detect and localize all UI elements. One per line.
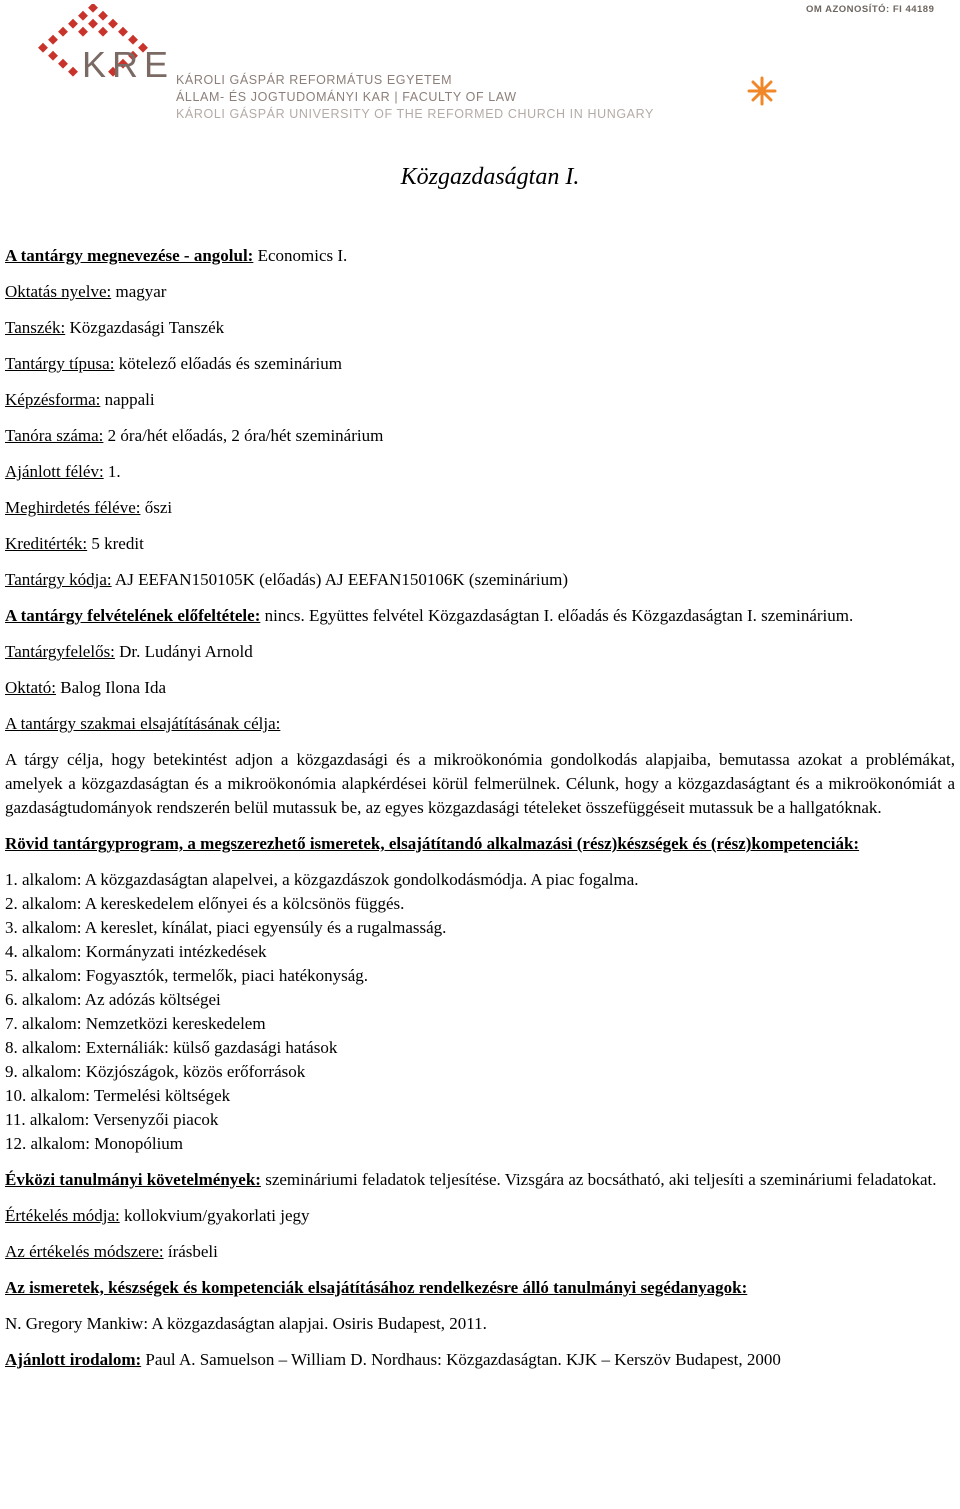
field-value: Economics I. bbox=[253, 246, 348, 265]
field-value: Közgazdasági Tanszék bbox=[65, 318, 225, 337]
institution-name: KÁROLI GÁSPÁR REFORMÁTUS EGYETEM bbox=[176, 73, 453, 87]
assessment-method bbox=[5, 1240, 955, 1264]
field-label: A tantárgy felvételének előfeltétele: bbox=[5, 606, 261, 625]
field-label: Képzésforma: bbox=[5, 390, 101, 409]
logo-text: KRE bbox=[82, 44, 175, 85]
section-value: szemináriumi feladatok teljesítése. Vizsgára az bocsátható, aki teljesíti a szemináriumi feladatokat. bbox=[260, 1170, 937, 1189]
document-header bbox=[0, 0, 960, 140]
faculty-name: ÁLLAM- ÉS JOGTUDOMÁNYI KAR | FACULTY OF LAW bbox=[176, 90, 517, 104]
field-label: Kreditérték: bbox=[5, 534, 88, 553]
course-description bbox=[5, 244, 955, 1372]
field-value: nappali bbox=[100, 390, 155, 409]
field-value: 2 óra/hét előadás, 2 óra/hét szeminárium bbox=[103, 426, 384, 445]
goal-text: A tárgy célja, hogy betekintést adjon a közgazdasági és a mikroökonómia gondolkodás alapjaiba, bemutassa azokat a problémákat, amelyek a közgazdaságtan és a mikroökonómia alapkérdései körül felmerülnek. Célunk, hogy a közgazdaságtant és a mikroökonómiát a gazdaságtudományok rendszerén belül mutassuk be, az egyes közgazdasági tételeket összefüggéseit mutassuk be a hallgatóknak. bbox=[5, 750, 955, 817]
field-value: 1. bbox=[103, 462, 121, 481]
program-heading bbox=[5, 832, 955, 856]
field-announced bbox=[5, 496, 955, 520]
field-label: Tanszék: bbox=[5, 318, 66, 337]
field-value: AJ EEFAN150105K (előadás) AJ EEFAN150106K (szeminárium) bbox=[111, 570, 569, 589]
field-code bbox=[5, 568, 955, 592]
program-item: 5. alkalom: Fogyasztók, termelők, piaci hatékonyság. bbox=[5, 966, 369, 985]
requirements bbox=[5, 1168, 955, 1192]
field-english-name bbox=[5, 244, 955, 268]
field-prereq bbox=[5, 604, 955, 628]
program-item: 7. alkalom: Nemzetközi kereskedelem bbox=[5, 1014, 266, 1033]
institution-english-name: KÁROLI GÁSPÁR UNIVERSITY OF THE REFORMED CHURCH IN HUNGARY bbox=[176, 107, 654, 121]
section-label: Ajánlott irodalom: bbox=[5, 1350, 142, 1369]
field-value: nincs. Együttes felvétel Közgazdaságtan I. előadás és Közgazdaságtan I. szeminárium. bbox=[260, 606, 854, 625]
field-value: magyar bbox=[111, 282, 167, 301]
program-item: 3. alkalom: A kereslet, kínálat, piaci egyensúly és a rugalmasság. bbox=[5, 918, 447, 937]
star-icon bbox=[747, 76, 777, 106]
field-label: Tantárgy típusa: bbox=[5, 354, 115, 373]
field-lecturer bbox=[5, 676, 955, 700]
field-label: Tantárgyfelelős: bbox=[5, 642, 115, 661]
goal-heading bbox=[5, 712, 955, 736]
field-label: A tantárgy megnevezése - angolul: bbox=[5, 246, 254, 265]
program-item: 2. alkalom: A kereskedelem előnyei és a kölcsönös függés. bbox=[5, 894, 405, 913]
field-training bbox=[5, 388, 955, 412]
field-label: Oktatás nyelve: bbox=[5, 282, 112, 301]
section-label: Értékelés módja: bbox=[5, 1206, 120, 1225]
field-value: őszi bbox=[140, 498, 173, 517]
field-value: 5 kredit bbox=[87, 534, 144, 553]
field-label: Tanóra száma: bbox=[5, 426, 104, 445]
field-value: Balog Ilona Ida bbox=[56, 678, 166, 697]
section-value: kollokvium/gyakorlati jegy bbox=[119, 1206, 310, 1225]
field-semester bbox=[5, 460, 955, 484]
materials-heading bbox=[5, 1276, 955, 1300]
program-item: 9. alkalom: Közjószágok, közös erőforrások bbox=[5, 1062, 306, 1081]
field-credit bbox=[5, 532, 955, 556]
program-item: 6. alkalom: Az adózás költségei bbox=[5, 990, 221, 1009]
program-list bbox=[5, 868, 955, 1156]
field-type bbox=[5, 352, 955, 376]
section-value: Paul A. Samuelson – William D. Nordhaus: Közgazdaságtan. KJK – Kerszöv Budapest, 2000 bbox=[141, 1350, 781, 1369]
program-item: 12. alkalom: Monopólium bbox=[5, 1134, 184, 1153]
program-item: 11. alkalom: Versenyzői piacok bbox=[5, 1110, 219, 1129]
section-label: Az értékelés módszere: bbox=[5, 1242, 164, 1261]
field-hours bbox=[5, 424, 955, 448]
program-item: 4. alkalom: Kormányzati intézkedések bbox=[5, 942, 267, 961]
program-item: 8. alkalom: Externáliák: külső gazdasági hatások bbox=[5, 1038, 338, 1057]
section-label: Rövid tantárgyprogram, a megszerezhető ismeretek, elsajátítandó alkalmazási (rész)készségek és (rész)kompetenciák: bbox=[5, 834, 860, 853]
section-label: A tantárgy szakmai elsajátításának célja: bbox=[5, 714, 281, 733]
field-value: Dr. Ludányi Arnold bbox=[114, 642, 253, 661]
om-identifier: OM AZONOSÍTÓ: FI 44189 bbox=[806, 4, 935, 15]
program-item: 1. alkalom: A közgazdaságtan alapelvei, a közgazdászok gondolkodásmódja. A piac fogalma. bbox=[5, 870, 639, 889]
section-label: Évközi tanulmányi követelmények: bbox=[5, 1170, 261, 1189]
field-label: Ajánlott félév: bbox=[5, 462, 104, 481]
field-language bbox=[5, 280, 955, 304]
field-department bbox=[5, 316, 955, 340]
section-label: Az ismeretek, készségek és kompetenciák elsajátításához rendelkezésre álló tanulmányi segédanyagok: bbox=[5, 1278, 748, 1297]
field-value: kötelező előadás és szeminárium bbox=[114, 354, 342, 373]
recommended-reading bbox=[5, 1348, 955, 1372]
section-value: írásbeli bbox=[163, 1242, 218, 1261]
page-title: Közgazdaságtan I. bbox=[400, 164, 580, 190]
field-label: Meghirdetés féléve: bbox=[5, 498, 141, 517]
program-item: 10. alkalom: Termelési költségek bbox=[5, 1086, 231, 1105]
field-responsible bbox=[5, 640, 955, 664]
materials-value: N. Gregory Mankiw: A közgazdaságtan alapjai. Osiris Budapest, 2011. bbox=[5, 1314, 487, 1333]
assessment bbox=[5, 1204, 955, 1228]
field-label: Oktató: bbox=[5, 678, 56, 697]
field-label: Tantárgy kódja: bbox=[5, 570, 112, 589]
